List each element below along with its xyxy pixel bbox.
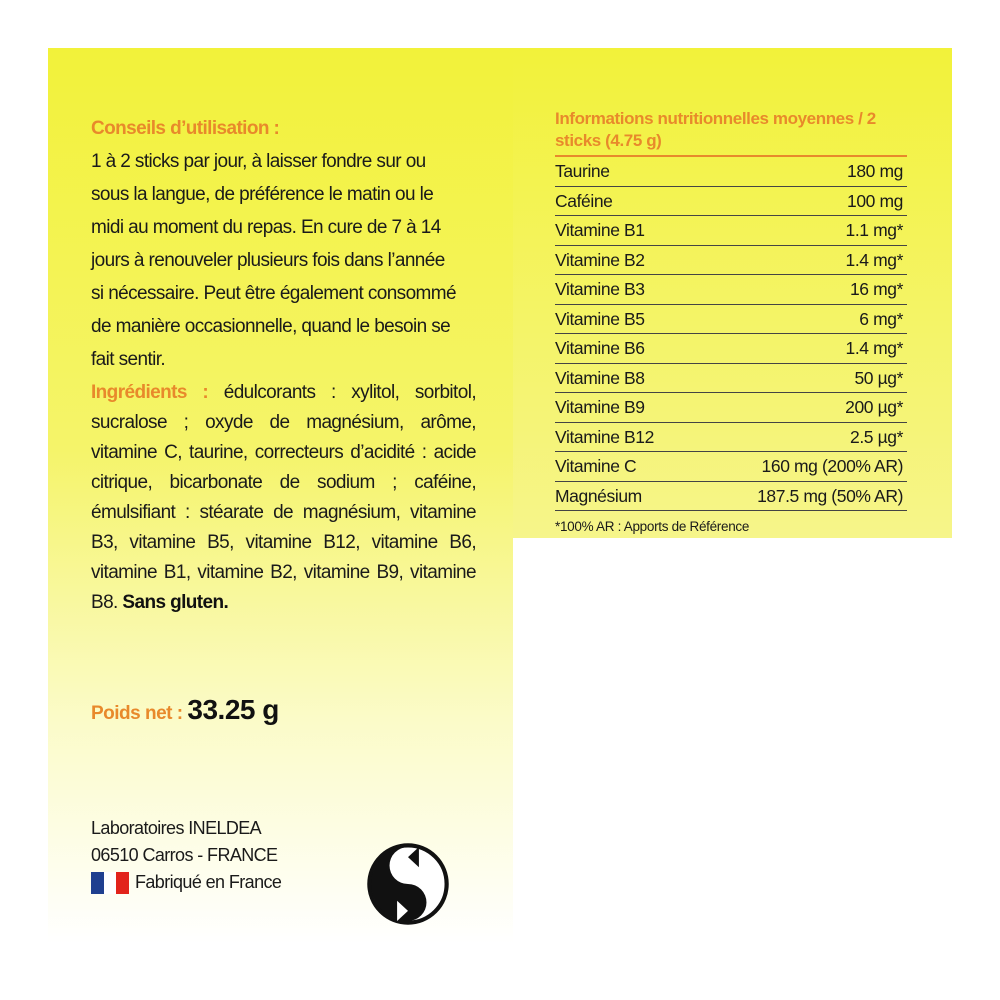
ingredients-section bbox=[91, 378, 476, 618]
flag-stripe-blue bbox=[91, 872, 104, 894]
nutrition-row bbox=[555, 423, 907, 453]
nutrient-name: Vitamine B5 bbox=[555, 308, 645, 329]
nutrient-value: 180 mg bbox=[847, 161, 903, 181]
nutrient-value: 187.5 mg (50% AR) bbox=[757, 485, 903, 506]
nutrient-value: 200 µg* bbox=[845, 397, 903, 417]
nutrition-row bbox=[555, 452, 907, 482]
nutrient-value: 1.4 mg* bbox=[845, 338, 903, 358]
nutrient-value: 160 mg (200% AR) bbox=[761, 456, 903, 476]
usage-line: jours à renouveler plusieurs fois dans l’année bbox=[91, 250, 445, 271]
nutrient-value: 1.4 mg* bbox=[845, 249, 903, 270]
nutrition-table bbox=[555, 108, 907, 534]
net-weight-label: Poids net : bbox=[91, 703, 188, 724]
usage-line: midi au moment du repas. En cure de 7 à 14 bbox=[91, 217, 441, 238]
nutrition-row bbox=[555, 246, 907, 276]
ingredients-text: édulcorants : xylitol, sorbitol, sucralose ; oxyde de magnésium, arôme, vitamine C, taurine, correcteurs d’acidité : acide citrique, bicarbonate de sodium ; caféine, émulsifiant : stéarate de magnésium, vitamine B3, vitamine B5, vitamine B12, vitamine B6, vitamine B1, vitamine B2, vitamine B9, vitamine B8. bbox=[91, 382, 476, 613]
nutrient-name: Vitamine B3 bbox=[555, 279, 645, 299]
address-line-company: Laboratoires INELDEA bbox=[91, 818, 262, 838]
nutrition-row bbox=[555, 157, 907, 187]
nutrient-name: Vitamine B12 bbox=[555, 426, 654, 447]
nutrition-row bbox=[555, 216, 907, 246]
nutrient-value: 100 mg bbox=[847, 190, 903, 211]
usage-line: sous la langue, de préférence le matin ou le bbox=[91, 184, 434, 205]
made-in-france-label: Fabriqué en France bbox=[135, 872, 282, 892]
nutrition-row bbox=[555, 187, 907, 217]
flag-stripe-white bbox=[104, 872, 117, 894]
nutrient-value: 6 mg* bbox=[859, 308, 903, 329]
nutrient-name: Caféine bbox=[555, 190, 613, 211]
usage-line: 1 à 2 sticks par jour, à laisser fondre sur ou bbox=[91, 151, 426, 172]
manufacturer-address bbox=[91, 815, 281, 896]
net-weight bbox=[91, 694, 279, 726]
gluten-free-note: Sans gluten. bbox=[122, 592, 229, 613]
nutrition-row bbox=[555, 275, 907, 305]
usage-heading: Conseils d’utilisation : bbox=[91, 118, 280, 139]
nutrient-name: Taurine bbox=[555, 161, 610, 181]
nutrient-name: Vitamine B2 bbox=[555, 249, 645, 270]
usage-line: fait sentir. bbox=[91, 349, 166, 370]
usage-section bbox=[91, 112, 481, 376]
nutrient-value: 1.1 mg* bbox=[845, 220, 903, 240]
nutrient-name: Vitamine B1 bbox=[555, 220, 645, 240]
nutrition-row bbox=[555, 334, 907, 364]
ingredients-heading: Ingrédients : bbox=[91, 382, 209, 403]
nutrient-name: Vitamine C bbox=[555, 456, 637, 476]
nutrition-row bbox=[555, 305, 907, 335]
made-in-row bbox=[91, 869, 281, 896]
nutrient-name: Vitamine B8 bbox=[555, 367, 645, 388]
nutrient-name: Magnésium bbox=[555, 485, 642, 506]
nutrient-value: 16 mg* bbox=[849, 279, 903, 299]
nutrient-value: 2.5 µg* bbox=[849, 426, 903, 447]
nutrient-name: Vitamine B6 bbox=[555, 338, 645, 358]
nutrient-value: 50 µg* bbox=[854, 367, 903, 388]
nutrition-footnote: *100% AR : Apports de Référence bbox=[555, 519, 750, 534]
nutrition-rows bbox=[555, 157, 907, 511]
usage-line: de manière occasionnelle, quand le besoin se bbox=[91, 316, 451, 337]
nutrient-name: Vitamine B9 bbox=[555, 397, 645, 417]
nutrition-title: Informations nutritionnelles moyennes / 2 sticks (4.75 g) bbox=[555, 108, 907, 157]
nutrition-row bbox=[555, 364, 907, 394]
flag-stripe-red bbox=[116, 872, 129, 894]
french-flag-icon bbox=[91, 872, 129, 894]
address-line-city: 06510 Carros - FRANCE bbox=[91, 845, 278, 865]
nutrition-row bbox=[555, 482, 907, 512]
green-dot-recycling-icon bbox=[366, 842, 450, 926]
usage-line: si nécessaire. Peut être également consommé bbox=[91, 283, 456, 304]
net-weight-value: 33.25 g bbox=[187, 694, 279, 725]
nutrition-row bbox=[555, 393, 907, 423]
